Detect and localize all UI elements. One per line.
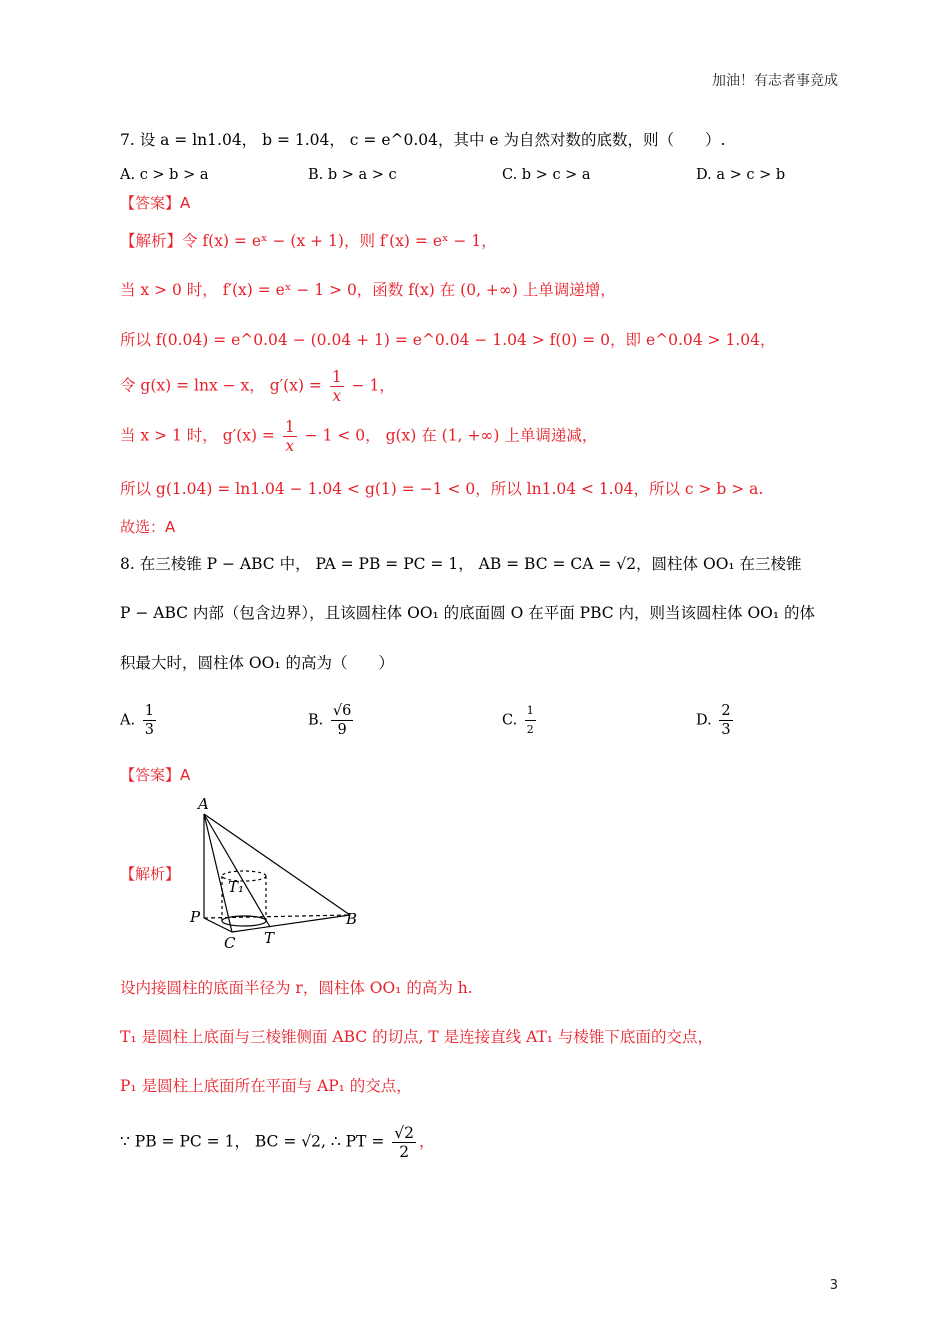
- fraction-sqrt2-over-2: [392, 1124, 416, 1161]
- option-label: C.: [502, 712, 518, 729]
- q7-solution-line-2: 当 x > 0 时， f′(x) = eˣ − 1 > 0，函数 f(x) 在 (0, +∞) 上单调递增，: [120, 281, 616, 299]
- fraction-denominator: 9: [337, 722, 347, 738]
- fraction-numerator: 1: [144, 703, 154, 719]
- q7-solution-line-5: [120, 418, 597, 455]
- fraction-one-over-x-2: [283, 418, 297, 455]
- q8-solution-line-3: P₁ 是圆柱上底面所在平面与 AP₁ 的交点，: [120, 1077, 412, 1095]
- q7-choice: 故选：A: [120, 518, 176, 536]
- fraction-numerator: 1: [284, 418, 295, 436]
- edge-ab: [204, 814, 350, 915]
- q8-analysis-label: 【解析】: [120, 865, 181, 883]
- option-label: D.: [696, 712, 712, 729]
- fraction-denominator: 2: [526, 723, 534, 736]
- fraction-denominator: x: [332, 387, 342, 405]
- fraction-one-over-x: [330, 368, 344, 405]
- option-label: B.: [308, 712, 324, 729]
- q8-option-d: [696, 702, 736, 739]
- fraction-numerator: 1: [525, 702, 536, 721]
- q7-solution-line-1: 【解析】令 f(x) = eˣ − (x + 1)，则 f′(x) = eˣ − 1，: [120, 232, 497, 250]
- q8-stem-line-3: 积最大时，圆柱体 OO₁ 的高为（ ）: [120, 654, 394, 672]
- option-fraction: [719, 702, 732, 739]
- q8-solution-line-4-pre: ∵ PB = PC = 1， BC = √2, ∴ PT =: [120, 1132, 390, 1151]
- q8-stem-line-1: 8. 在三棱锥 P − ABC 中， PA = PB = PC = 1， AB = BC = CA = √2，圆柱体 OO₁ 在三棱锥: [120, 555, 802, 573]
- q7-solution-line-5-pre: 当 x > 1 时， g′(x) =: [120, 426, 280, 445]
- fraction-denominator: x: [285, 437, 295, 455]
- q7-solution-line-3: 所以 f(0.04) = e^0.04 − (0.04 + 1) = e^0.04 − 1.04 > f(0) = 0，即 e^0.04 > 1.04，: [120, 331, 776, 349]
- option-fraction: [331, 702, 353, 739]
- q8-solution-line-4-post: ，: [419, 1132, 435, 1151]
- q7-solution-line-4-post: − 1，: [346, 376, 395, 395]
- q8-answer: 【答案】A: [120, 766, 191, 784]
- option-fraction: [143, 702, 156, 739]
- q7-option-d: D. a > c > b: [696, 167, 786, 183]
- q7-answer: 【答案】A: [120, 194, 191, 212]
- q7-solution-line-4-pre: 令 g(x) = lnx − x， g′(x) =: [120, 376, 327, 395]
- option-label: A.: [120, 712, 136, 729]
- fraction-numerator: √2: [394, 1124, 414, 1142]
- label-t: T: [264, 929, 275, 947]
- page-number: 3: [829, 1278, 838, 1293]
- q8-stem-line-2: P − ABC 内部（包含边界），且该圆柱体 OO₁ 的底面圆 O 在平面 PBC 内，则当该圆柱体 OO₁ 的体: [120, 604, 816, 622]
- fraction-numerator: √6: [332, 703, 352, 719]
- label-b: B: [346, 910, 358, 928]
- q8-option-c: [502, 702, 539, 739]
- fraction-numerator: 2: [721, 703, 731, 719]
- q8-option-a: [120, 702, 159, 739]
- edge-at: [204, 814, 270, 927]
- q7-option-b: B. b > a > c: [308, 167, 397, 183]
- q8-solution-line-2: T₁ 是圆柱上底面与三棱锥侧面 ABC 的切点, T 是连接直线 AT₁ 与棱锥下底面的交点，: [120, 1028, 713, 1046]
- q8-option-b: [308, 702, 356, 739]
- q7-solution-line-5-post: − 1 < 0， g(x) 在 (1, +∞) 上单调递减，: [299, 426, 598, 445]
- label-p: P: [190, 908, 201, 926]
- q8-solution-line-1: 设内接圆柱的底面半径为 r，圆柱体 OO₁ 的高为 h.: [120, 979, 473, 997]
- fraction-denominator: 2: [399, 1143, 410, 1161]
- q7-stem: 7. 设 a = ln1.04， b = 1.04， c = e^0.04，其中 e 为自然对数的底数，则（ ）.: [120, 131, 726, 149]
- header-motto: 加油！有志者事竞成: [712, 73, 838, 89]
- fraction-numerator: 1: [331, 368, 342, 386]
- pyramid-cylinder-figure: [186, 796, 366, 956]
- fraction-denominator: 3: [144, 722, 154, 738]
- q7-option-c: C. b > c > a: [502, 167, 591, 183]
- label-c: C: [224, 934, 236, 952]
- q8-solution-line-4: [120, 1124, 435, 1161]
- q7-solution-line-6: 所以 g(1.04) = ln1.04 − 1.04 < g(1) = −1 < 0，所以 ln1.04 < 1.04，所以 c > b > a.: [120, 480, 764, 498]
- q7-option-a: A. c > b > a: [120, 167, 209, 183]
- option-fraction: [525, 702, 536, 739]
- label-t1: T₁: [228, 878, 245, 896]
- cylinder-bottom: [222, 916, 266, 926]
- fraction-denominator: 3: [721, 722, 731, 738]
- edge-ac: [204, 814, 232, 932]
- label-a: A: [198, 796, 209, 813]
- q7-solution-line-4: [120, 368, 395, 405]
